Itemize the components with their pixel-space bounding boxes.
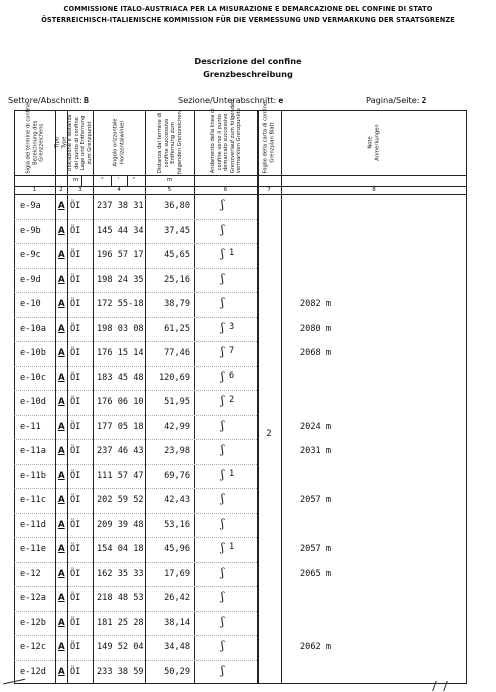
location-code: ÖI: [70, 519, 81, 530]
column-divider: [93, 110, 94, 684]
unit-divider: [81, 175, 82, 186]
location-code: ÖI: [70, 593, 81, 603]
horizontal-angle: 198 03 08: [97, 323, 144, 334]
column-header-5: [157, 112, 183, 174]
mark-type: A: [58, 348, 65, 358]
distance-value: 37,45: [164, 225, 190, 236]
page-label: Pagina/Seite:: [366, 95, 420, 105]
line-course-value: 1: [229, 248, 235, 258]
column-header-line: demarcato successivo: [222, 113, 229, 172]
mark-type: A: [58, 593, 65, 603]
boundary-mark-id: e-9b: [20, 225, 41, 236]
location-code: ÖI: [70, 495, 81, 505]
boundary-line-symbol: ʃ: [221, 369, 224, 383]
mark-type: A: [58, 617, 65, 628]
column-divider: [281, 110, 282, 684]
mark-type: A: [58, 299, 65, 309]
unit-label: °: [101, 177, 104, 183]
distance-value: 45,65: [164, 250, 190, 260]
row-separator: [14, 390, 257, 391]
unit-divider: [127, 175, 128, 186]
column-header-2: [55, 112, 68, 174]
boundary-mark-id: e-10c: [20, 372, 46, 383]
boundary-mark-id: e-12a: [20, 593, 46, 603]
row-separator: [14, 292, 257, 293]
column-header-line: Grenzverlauf zum folgenden: [228, 99, 235, 174]
column-header-line: Angolo orizzontale: [112, 118, 119, 167]
boundary-mark-id: e-9a: [20, 201, 41, 211]
mark-type: A: [58, 397, 65, 407]
horizontal-angle: 209 39 48: [97, 519, 144, 530]
boundary-line-symbol: ʃ: [221, 663, 224, 677]
row-separator: [14, 488, 257, 489]
column-header-3: [67, 112, 93, 174]
document-title-de: Grenzbeschreibung: [203, 69, 293, 79]
boundary-mark-id: e-10b: [20, 348, 46, 358]
distance-value: 23,98: [164, 446, 190, 456]
location-code: ÖI: [70, 201, 81, 211]
column-header-line: confine verso il punto: [215, 114, 222, 171]
margin-pen-mark: [3, 679, 26, 692]
location-code: ÖI: [70, 544, 81, 554]
section-value: e: [278, 95, 284, 105]
distance-value: 50,29: [164, 666, 190, 677]
note-value: 2057 m: [300, 544, 332, 554]
sector-label: Settore/Abschnitt:: [8, 95, 83, 105]
row-separator: [14, 317, 257, 318]
distance-value: 77,46: [164, 348, 190, 358]
horizontal-angle: 154 04 18: [97, 544, 144, 554]
mark-type: A: [58, 446, 65, 456]
line-course-value: 1: [229, 542, 235, 552]
mark-type: A: [58, 250, 65, 260]
location-code: ÖI: [70, 642, 81, 652]
boundary-line-symbol: ʃ: [221, 614, 224, 628]
row-separator: [14, 635, 257, 636]
location-code: ÖI: [70, 617, 81, 628]
distance-value: 42,43: [164, 495, 190, 505]
boundary-line-symbol: ʃ: [221, 394, 224, 407]
column-header-line: Distanza dal termine di: [156, 112, 163, 173]
location-code: ÖI: [70, 397, 81, 407]
note-value: 2082 m: [300, 299, 332, 309]
horizontal-angle: 202 59 52: [97, 495, 144, 505]
horizontal-angle: 162 35 33: [97, 568, 144, 579]
distance-value: 38,14: [164, 617, 190, 628]
distance-value: 120,69: [158, 372, 190, 383]
boundary-line-symbol: ʃ: [221, 590, 224, 603]
row-separator: [14, 243, 257, 244]
column-header-1: [24, 102, 45, 174]
column-divider: [194, 110, 195, 684]
line-course-value: 1: [229, 468, 235, 479]
location-code: ÖI: [70, 348, 81, 358]
boundary-line-symbol: ʃ: [221, 418, 224, 432]
boundary-line-symbol: ʃ: [221, 492, 224, 505]
column-header-line: Grenzplan Blatt: [269, 122, 275, 163]
location-code: ÖI: [70, 250, 81, 260]
margin-pen-mark-right: [432, 681, 448, 691]
row-separator: [14, 219, 257, 220]
unit-divider: [111, 175, 112, 186]
column-header-line: Foglio della carta di confine: [262, 101, 269, 174]
sector-value: B: [84, 95, 89, 105]
boundary-line-symbol: ʃ: [221, 296, 224, 309]
row-separator: [14, 268, 257, 269]
note-value: 2065 m: [300, 568, 332, 579]
column-header-line: folgenden Grenzzeichen: [176, 110, 182, 174]
horizontal-angle: 172 55-18: [97, 299, 144, 309]
distance-value: 34,48: [164, 642, 190, 652]
boundary-mark-id: e-10: [20, 299, 41, 309]
row-separator: [14, 439, 257, 440]
horizontal-angle: 145 44 34: [97, 225, 144, 236]
column-header-4: [113, 112, 126, 174]
location-code: ÖI: [70, 372, 81, 383]
unit-label: ': [118, 177, 120, 183]
note-value: 2080 m: [300, 323, 332, 334]
column-header-line: zum Grenzpunkt: [86, 121, 93, 164]
page-value: 2: [421, 95, 427, 105]
column-header-line: Sigla del termine di confine: [24, 102, 31, 174]
boundary-mark-id: e-9d: [20, 274, 41, 285]
mark-type: A: [58, 495, 65, 505]
column-header-line: Bezeichnung des: [31, 120, 38, 165]
distance-value: 42,99: [164, 421, 190, 432]
horizontal-angle: 176 06 10: [97, 397, 144, 407]
note-value: 2031 m: [300, 446, 332, 456]
column-number: 6: [223, 187, 228, 193]
boundary-line-symbol: ʃ: [221, 345, 224, 358]
column-number: 5: [167, 187, 172, 193]
distance-value: 51,95: [164, 397, 190, 407]
boundary-mark-id: e-12d: [20, 666, 46, 677]
column-header-line: confine successivo: [163, 118, 169, 167]
distance-value: 69,76: [164, 470, 190, 481]
location-code: ÖI: [70, 666, 81, 677]
line-course-value: 3: [229, 321, 235, 332]
boundary-mark-id: e-11e: [20, 544, 46, 554]
distance-value: 38,79: [164, 299, 190, 309]
horizontal-angle: 196 57 17: [97, 250, 144, 260]
column-header-line: Tipo: [54, 137, 61, 148]
note-value: 2024 m: [300, 421, 332, 432]
mark-type: A: [58, 666, 65, 677]
column-number: 2: [59, 187, 63, 193]
column-header-line: vermarkten Grenzpunkte: [235, 108, 242, 174]
row-separator: [14, 537, 257, 538]
distance-value: 25,16: [164, 274, 190, 285]
horizontal-angle: 149 52 04: [97, 642, 144, 652]
column-number: 4: [117, 187, 121, 193]
sheet-number: 2: [266, 428, 272, 439]
row-separator: [14, 611, 257, 612]
boundary-line-symbol: ʃ: [221, 565, 224, 579]
column-header-line: Anmerkungen: [374, 124, 380, 161]
column-number: 7: [267, 187, 271, 193]
boundary-line-symbol: ʃ: [221, 443, 224, 456]
boundary-mark-id: e-12b: [20, 617, 46, 628]
mark-type: A: [58, 642, 65, 652]
unit-label: m: [167, 177, 173, 183]
distance-value: 61,25: [164, 323, 190, 334]
boundary-line-symbol: ʃ: [221, 320, 224, 334]
line-course-value: 6: [229, 370, 235, 381]
document-title-it: Descrizione del confine: [194, 56, 302, 66]
distance-value: 53,16: [164, 519, 190, 530]
boundary-mark-id: e-11: [20, 421, 41, 432]
column-header-line: Grenzzeichens: [37, 123, 44, 162]
row-separator: [14, 513, 257, 514]
column-divider: [258, 110, 259, 684]
row-separator: [14, 464, 257, 465]
column-number: 1: [32, 187, 37, 193]
mark-type: A: [58, 274, 65, 285]
boundary-mark-id: e-11b: [20, 470, 46, 481]
horizontal-angle: 198 24 35: [97, 274, 144, 285]
boundary-mark-id: e-11c: [20, 495, 46, 505]
row-separator: [14, 366, 257, 367]
location-code: ÖI: [70, 274, 81, 285]
line-course-value: 7: [229, 346, 235, 356]
boundary-line-symbol: ʃ: [221, 247, 224, 260]
location-code: ÖI: [70, 446, 81, 456]
column-header-line: Note: [367, 136, 374, 149]
commission-title-it: COMMISSIONE ITALO-AUSTRIACA PER LA MISURAZIONE E DEMARCAZIONE DEL CONFINE DI STATO: [63, 5, 433, 13]
mark-type: A: [58, 372, 65, 383]
location-code: ÖI: [70, 225, 81, 236]
header-divider: [14, 194, 467, 195]
column-header-line: Horizontalwinkel: [119, 121, 125, 164]
column-header-6: [209, 99, 242, 174]
horizontal-angle: 111 57 47: [97, 470, 144, 481]
boundary-mark-id: e-12: [20, 568, 41, 579]
mark-type: A: [58, 323, 65, 334]
column-header-line: Andamento della linea di: [209, 108, 216, 174]
mark-type: A: [58, 470, 65, 481]
unit-label: m: [73, 177, 79, 183]
row-separator: [14, 562, 257, 563]
column-header-8: [368, 112, 381, 174]
boundary-mark-id: e-12c: [20, 642, 46, 652]
boundary-line-symbol: ʃ: [221, 222, 224, 236]
horizontal-angle: 183 45 48: [97, 372, 144, 383]
horizontal-angle: 176 15 14: [97, 348, 144, 358]
mark-type: A: [58, 544, 65, 554]
boundary-mark-id: e-9c: [20, 250, 41, 260]
column-header-7: [262, 101, 276, 174]
page-field: [366, 95, 426, 105]
line-course-value: 2: [229, 395, 235, 405]
column-number: 8: [372, 187, 376, 193]
note-value: 2068 m: [300, 348, 332, 358]
boundary-mark-id: e-11a: [20, 446, 46, 456]
column-header-line: del punto di confine: [73, 116, 80, 169]
distance-value: 45,96: [164, 544, 190, 554]
location-code: ÖI: [70, 299, 81, 309]
column-header-line: Lage und Entfernung: [80, 115, 86, 170]
row-separator: [14, 341, 257, 342]
unit-label: ": [133, 177, 136, 183]
sector-field: [8, 95, 89, 105]
row-separator: [14, 660, 257, 661]
location-code: ÖI: [70, 568, 81, 579]
boundary-mark-id: e-10d: [20, 397, 46, 407]
boundary-line-symbol: ʃ: [221, 639, 224, 652]
row-separator: [14, 415, 257, 416]
boundary-line-symbol: ʃ: [221, 541, 224, 554]
distance-value: 26,42: [164, 593, 190, 603]
horizontal-angle: 233 38 59: [97, 666, 144, 677]
location-code: ÖI: [70, 421, 81, 432]
commission-title-de: ÖSTERREICHISCH-ITALIENISCHE KOMMISSION FÜR DIE VERMESSUNG UND VERMARKUNG DER STAATSGRENZE: [41, 16, 455, 24]
distance-value: 36,80: [164, 201, 190, 211]
mark-type: A: [58, 421, 65, 432]
location-code: ÖI: [70, 323, 81, 334]
horizontal-angle: 177 05 18: [97, 421, 144, 432]
mark-type: A: [58, 519, 65, 530]
column-header-line: Entfernung zum: [169, 121, 176, 164]
horizontal-angle: 237 46 43: [97, 446, 144, 456]
boundary-line-symbol: ʃ: [221, 198, 224, 211]
column-header-line: Type: [61, 136, 67, 149]
column-divider: [55, 110, 56, 684]
row-separator: [14, 586, 257, 587]
mark-type: A: [58, 201, 65, 211]
location-code: ÖI: [70, 470, 81, 481]
horizontal-angle: 237 38 31: [97, 201, 144, 211]
section-label: Sezione/Unterabschnitt:: [178, 95, 277, 105]
horizontal-angle: 218 48 53: [97, 593, 144, 603]
boundary-line-symbol: ʃ: [221, 516, 224, 530]
note-value: 2057 m: [300, 495, 332, 505]
mark-type: A: [58, 225, 65, 236]
boundary-mark-id: e-11d: [20, 519, 46, 530]
column-divider: [67, 110, 68, 684]
column-header-line: Ubicazione e distanza: [67, 114, 73, 171]
boundary-line-symbol: ʃ: [221, 271, 224, 285]
horizontal-angle: 181 25 28: [97, 617, 144, 628]
distance-value: 17,69: [164, 568, 190, 579]
column-number: 3: [78, 187, 82, 193]
boundary-mark-id: e-10a: [20, 323, 46, 334]
mark-type: A: [58, 568, 65, 579]
boundary-line-symbol: ʃ: [221, 467, 224, 481]
note-value: 2062 m: [300, 642, 332, 652]
